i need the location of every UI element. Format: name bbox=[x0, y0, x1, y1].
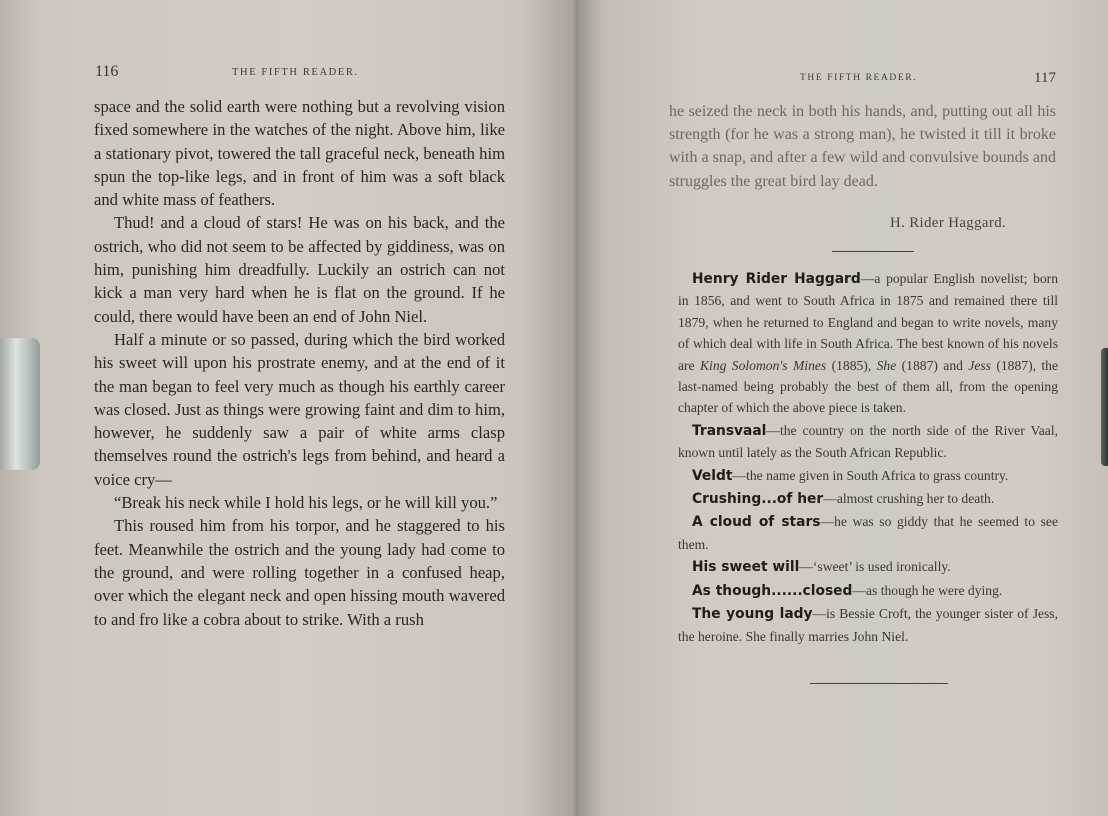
glossary-term: His sweet will bbox=[692, 559, 800, 576]
section-rule-bottom bbox=[810, 683, 948, 684]
page-number-right: 117 bbox=[1034, 70, 1056, 86]
section-rule-top bbox=[832, 251, 914, 252]
glossary-note bbox=[678, 488, 1058, 510]
glossary-note bbox=[678, 268, 1058, 419]
glossary-definition: (1887), the last-named being probably the best of them all, from the opening chapter of which the above piece is taken. bbox=[678, 357, 1058, 416]
glossary-definition: —as though he were dying. bbox=[852, 582, 1003, 598]
left-page-body bbox=[94, 95, 505, 631]
glossary-definition: —almost crushing her to death. bbox=[823, 491, 995, 507]
right-page bbox=[578, 0, 1108, 816]
glossary-notes bbox=[678, 268, 1058, 648]
glossary-term: As though......closed bbox=[692, 582, 853, 599]
author-signature: H. Rider Haggard. bbox=[890, 215, 1007, 231]
glossary-definition: —he was so giddy that he seemed to see them. bbox=[678, 514, 1058, 552]
right-page-continuation bbox=[669, 100, 1056, 193]
novel-title: She bbox=[876, 357, 897, 373]
page-clip-right bbox=[1101, 348, 1108, 466]
glossary-term: Veldt bbox=[692, 467, 733, 484]
novel-title: King Solomon's Mines bbox=[699, 357, 827, 373]
glossary-note bbox=[678, 556, 1058, 578]
left-paragraph: Half a minute or so passed, during which the bird worked his sweet will upon his prostrate enemy, and at the end of it the man began to feel very much as though his earthly career was closed. Just as things were growing faint and dim to him, however, he suddenly saw a pair of white arms clasp themselves round the ostrich's legs from behind, and heard a voice cry— bbox=[94, 329, 505, 489]
left-paragraph: Thud! and a cloud of stars! He was on his back, and the ostrich, who did not seem to be affected by giddiness, was on him, punishing him dreadfully. Luckily an ostrich can not kick a man very hard when he is flat on the ground. If he could, there would have been an end of John Niel. bbox=[94, 213, 505, 326]
running-head-right: THE FIFTH READER. bbox=[800, 73, 918, 83]
glossary-note bbox=[678, 580, 1058, 602]
glossary-definition: —is Bessie Croft, the younger sister of Jess, the heroine. She finally marries John Niel. bbox=[678, 606, 1058, 644]
running-head-left: THE FIFTH READER. bbox=[232, 67, 359, 78]
glossary-note bbox=[678, 420, 1058, 464]
left-paragraph: space and the solid earth were nothing but a revolving vision fixed somewhere in the watches of the night. Above him, like a stationary pivot, towered the tall graceful neck, beneath him spun the top-like legs, and in front of him was a soft black and white mass of feathers. bbox=[94, 97, 505, 210]
glossary-note bbox=[678, 511, 1058, 555]
glossary-note bbox=[678, 603, 1058, 647]
glossary-term: Transvaal bbox=[692, 422, 767, 439]
left-paragraph: This roused him from his torpor, and he staggered to his feet. Meanwhile the ostrich and the young lady had come to the ground, and were rolling together in a confused heap, over which the elegant neck and open hissing mouth wavered to and fro like a cobra about to strike. With a rush bbox=[94, 516, 505, 629]
glossary-definition: (1887) and bbox=[896, 357, 969, 373]
page-clip-left bbox=[0, 338, 40, 470]
glossary-definition: —‘sweet’ is used ironically. bbox=[799, 559, 951, 575]
glossary-note bbox=[678, 465, 1058, 487]
novel-title: Jess bbox=[968, 357, 991, 373]
glossary-term: Henry Rider Haggard bbox=[692, 271, 861, 287]
glossary-definition: —the country on the north side of the River Vaal, known until lately as the South African Republic. bbox=[678, 422, 1058, 461]
left-paragraph: “Break his neck while I hold his legs, or he will kill you.” bbox=[114, 493, 498, 513]
glossary-definition: —a popular English novelist; born in 1856, and went to South Africa in 1875 and remained there till 1879, when he returned to England and began to write novels, many of which deal with life in South Africa. The best known of his novels are bbox=[678, 271, 1059, 373]
glossary-definition: —the name given in South Africa to grass country. bbox=[732, 467, 1009, 483]
glossary-definition: (1885), bbox=[826, 357, 877, 373]
glossary-term: A cloud of stars bbox=[692, 514, 821, 531]
page-number-left: 116 bbox=[95, 63, 119, 80]
continuation-paragraph: he seized the neck in both his hands, and, putting out all his strength (for he was a strong man), he twisted it till it broke with a snap, and after a few wild and convulsive bounds and struggles the great bird lay dead. bbox=[669, 103, 1056, 190]
glossary-term: The young lady bbox=[692, 606, 813, 623]
glossary-term: Crushing...of her bbox=[692, 491, 824, 508]
